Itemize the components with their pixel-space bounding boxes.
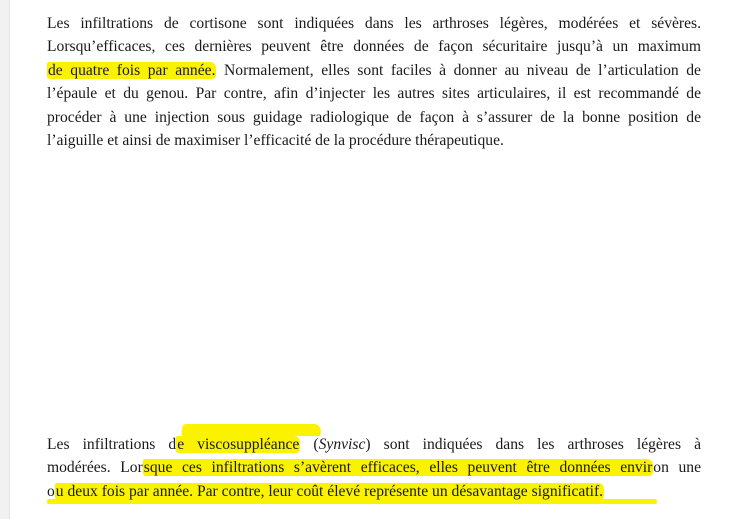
text-line	[47, 106, 701, 129]
text-run: Normalement, elles sont faciles à donner au niveau de l’articulation de	[216, 61, 701, 79]
text-line	[47, 433, 701, 456]
text-line	[47, 12, 701, 35]
text-line	[47, 35, 701, 58]
text-line	[47, 129, 701, 152]
text-run: Les infiltrations de cortisone sont indiquées dans les arthroses légères, modérées et sévères.	[47, 15, 701, 32]
text-run: Lorsqu’efficaces, ces dernières peuvent être données de façon sécuritaire jusqu’à un maximum	[47, 38, 701, 56]
highlighted-text: u deux fois par année. Par contre, leur coût élevé représente un désavantage significatif.	[55, 482, 604, 500]
highlighted-text: e viscosuppléance	[177, 436, 300, 453]
text-run: on une	[653, 459, 701, 477]
highlighted-text: de quatre fois par année.	[48, 61, 216, 79]
text-line	[47, 82, 701, 105]
text-run: modérées. Lor	[47, 459, 143, 477]
paragraph-viscosupplementation	[47, 433, 701, 503]
text-run: Les infiltrations d	[47, 436, 177, 453]
text-line	[47, 59, 701, 82]
italic-product-name: Synvisc	[318, 436, 366, 453]
page-margin-edge	[0, 0, 10, 519]
text-run: l’épaule et du genou. Par contre, afin d’injecter les autres sites articulaires, il est recommandé de	[47, 85, 701, 103]
text-run: o	[47, 482, 55, 500]
text-run: ) sont indiquées dans les arthroses légères à	[365, 436, 701, 453]
text-line	[47, 456, 701, 479]
highlighted-text: sque ces infiltrations s’avèrent efficaces, elles peuvent être données envir	[143, 459, 653, 477]
text-run: procéder à une injection sous guidage radiologique de façon à s’assurer de la bonne position de	[47, 108, 701, 126]
text-run: (	[300, 436, 319, 453]
text-line	[47, 480, 701, 503]
text-run: l’aiguille et ainsi de maximiser l’efficacité de la procédure thérapeutique.	[47, 132, 504, 150]
paragraph-cortisone	[47, 12, 701, 152]
